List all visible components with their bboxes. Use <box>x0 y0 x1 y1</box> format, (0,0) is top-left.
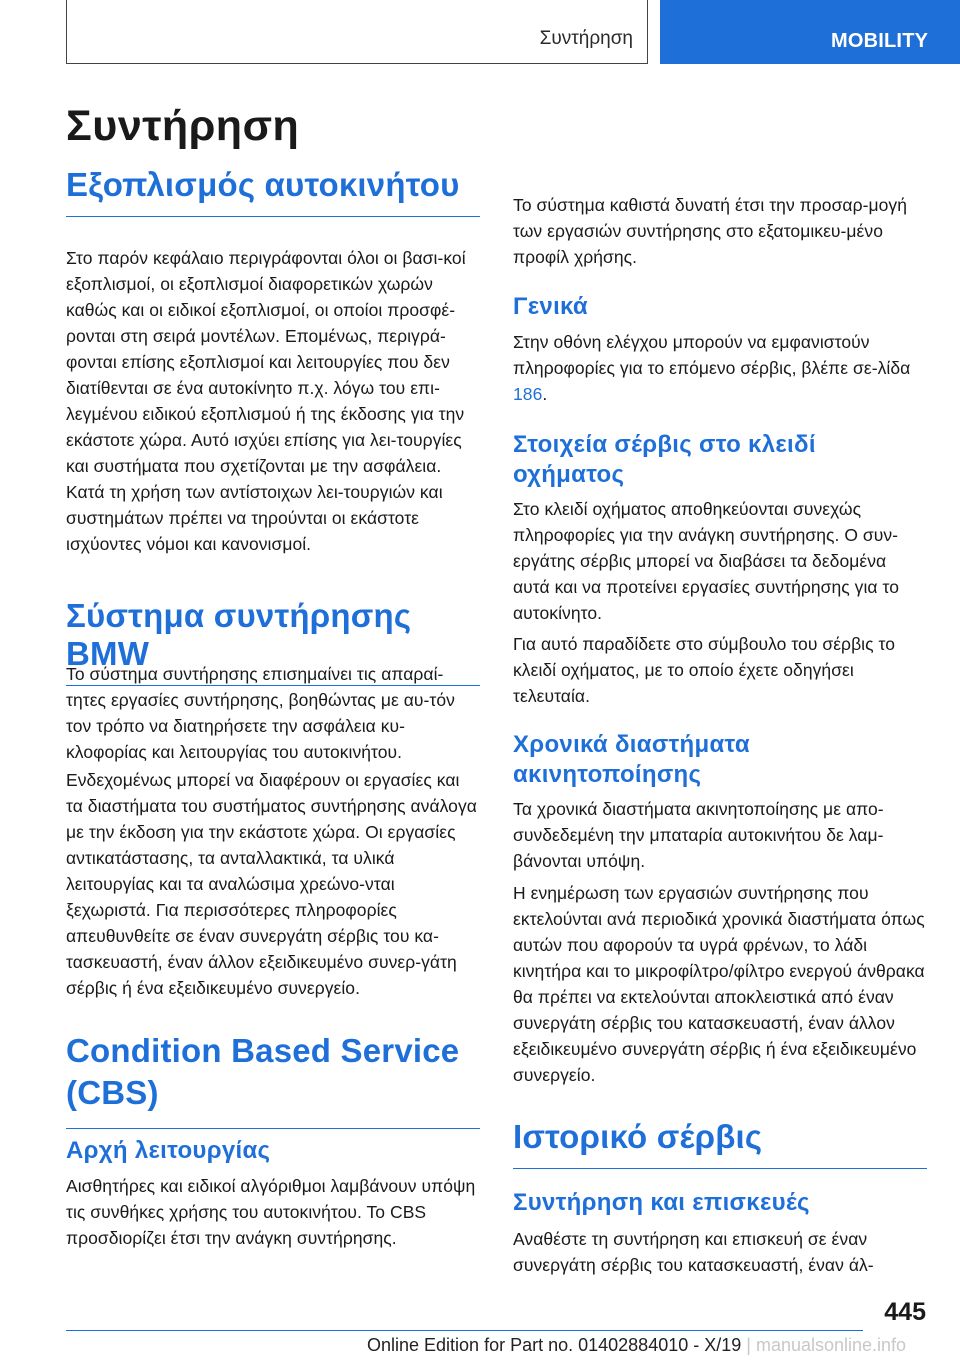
section-title-bmw-service-system: Σύστημα συντήρησης BMW <box>66 597 480 686</box>
subsection-title-general: Γενικά <box>513 293 588 320</box>
paragraph-principle: Αισθητήρες και ειδικοί αλγόριθμοι λαμβάνουν υπόψη τις συνθήκες χρήσης του αυτοκινήτου. Το CBS προσδιορίζει έτσι την ανάγκη συντήρησης. <box>66 1176 476 1248</box>
chapter-tab-mobility: MOBILITY <box>660 0 960 64</box>
footer-edition: Online Edition for Part no. 01402884010 - X/19 <box>367 1335 742 1355</box>
paragraph-key-data-2: Για αυτό παραδίδετε στο σύμβουλο του σέρβις το κλειδί οχήματος, με το οποίο έχετε οδηγήσει τελευταία. <box>513 634 896 706</box>
footer-divider <box>66 1330 863 1331</box>
paragraph-general-end: . <box>542 384 548 404</box>
paragraph-idle-intervals-2: Η ενημέρωση των εργασιών συντήρησης που εκτελούνται ανά περιοδικά χρονικά διαστήματα όπως αυτών που αφορούν τα υγρά φρένων, το λάδι κινητήρα και το μικροφίλτρο/φίλτρο ενεργού άνθρακα θα πρέπει να εκτελούνται αποκλειστικά από έναν συνεργάτη σέρβις του κατασκευαστή, έναν άλλον εξειδικευμένο συνεργάτη σέρβις ή ένα εξειδικευμένο συνεργείο. <box>513 883 925 1085</box>
running-header <box>66 0 648 64</box>
paragraph-cbs-continued: Το σύστημα καθιστά δυνατή έτσι την προσαρ-μογή των εργασιών συντήρησης στο εξατομικευ-μένο προφίλ χρήσης. <box>513 195 907 267</box>
running-header-section: Συντήρηση <box>539 28 633 49</box>
paragraph-service-system-1: Το σύστημα συντήρησης επισημαίνει τις απαραί-τητες εργασίες συντήρησης, βοηθώντας με αυ-τόν τον τρόπο να διατηρήσετε την ασφάλεια κυ-κλοφορίας και λειτουργίας του αυτοκινήτου. <box>66 664 455 762</box>
page-title: Συντήρηση <box>66 102 300 150</box>
section-title-cbs: Condition Based Service (CBS) <box>66 1030 480 1129</box>
paragraph-key-data-1: Στο κλειδί οχήματος αποθηκεύονται συνεχώς πληροφορίες για την ανάγκη συντήρησης. Ο συν-εργάτης σέρβις μπορεί να διαβάσει τα δεδομένα αυτά και να προτείνει εργασίες συντήρησης για το αυτοκίνητο. <box>513 499 899 623</box>
subsection-title-idle-intervals: Χρονικά διαστήματα ακινητοποίησης <box>513 731 750 788</box>
subsection-title-key-data: Στοιχεία σέρβις στο κλειδί οχήματος <box>513 431 816 488</box>
paragraph-equipment: Στο παρόν κεφάλαιο περιγράφονται όλοι οι βασι-κοί εξοπλισμοί, οι εξοπλισμοί διαφορετικών χωρών καθώς και οι ειδικοί εξοπλισμοί, οι οποίοι προσφέ-ρονται στη σειρά μοντέλων. Επομένως, περιγρά-φονται επίσης εξοπλισμοί και λειτουργίες που δεν διατίθενται σε ένα αυτοκίνητο π.χ. λόγω του επι-λεγμένου ειδικού εξοπλισμού ή της έκδοσης για την εκάστοτε χώρα. Αυτό ισχύει επίσης για λει-τουργίες και συστήματα που σχετίζονται με την ασφάλεια. Κατά τη χρήση των αντίστοιχων λει-τουργιών και συστημάτων πρέπει να τηρούνται οι εκάστοτε ισχύοντες νόμοι και κανονισμοί. <box>66 248 466 554</box>
subsection-title-principle: Αρχή λειτουργίας <box>66 1137 271 1164</box>
paragraph-service-system-2: Ενδεχομένως μπορεί να διαφέρουν οι εργασίες και τα διαστήματα του συστήματος συντήρησης ανάλογα με την έκδοση για την εκάστοτε χώρα. Οι εργασίες αντικατάστασης, τα ανταλλακτικά, τα υλικά λειτουργίας και τα αναλώσιμα χρεώνο-νται ξεχωριστά. Για περισσότερες πληροφορίες απευθυνθείτε σε έναν συνεργάτη σέρβις του κα-τασκευαστή, έναν άλλον εξειδικευμένο συνερ-γάτη σέρβις ή ένα εξειδικευμένο συνεργείο. <box>66 770 477 998</box>
subsection-title-maintenance-repair: Συντήρηση και επισκευές <box>513 1189 810 1216</box>
footer-edition-text <box>367 1335 906 1356</box>
footer-watermark: | manualsonline.info <box>741 1335 907 1355</box>
section-title-equipment: Εξοπλισμός αυτοκινήτου <box>66 166 480 217</box>
page-reference-link[interactable]: 186 <box>513 384 543 404</box>
page-number: 445 <box>884 1298 926 1326</box>
paragraph-general <box>513 329 927 407</box>
section-title-service-history: Ιστορικό σέρβις <box>513 1118 927 1169</box>
paragraph-idle-intervals-1: Τα χρονικά διαστήματα ακινητοποίησης με απο-συνδεδεμένη την μπαταρία αυτοκινήτου δε λαμ-βάνονται υπόψη. <box>513 799 884 871</box>
paragraph-general-text: Στην οθόνη ελέγχου μπορούν να εμφανιστούν πληροφορίες για το επόμενο σέρβις, βλέπε σε-λίδα <box>513 332 911 378</box>
paragraph-maintenance-repair: Αναθέστε τη συντήρηση και επισκευή σε έναν συνεργάτη σέρβις του κατασκευαστή, έναν άλ- <box>513 1229 874 1275</box>
